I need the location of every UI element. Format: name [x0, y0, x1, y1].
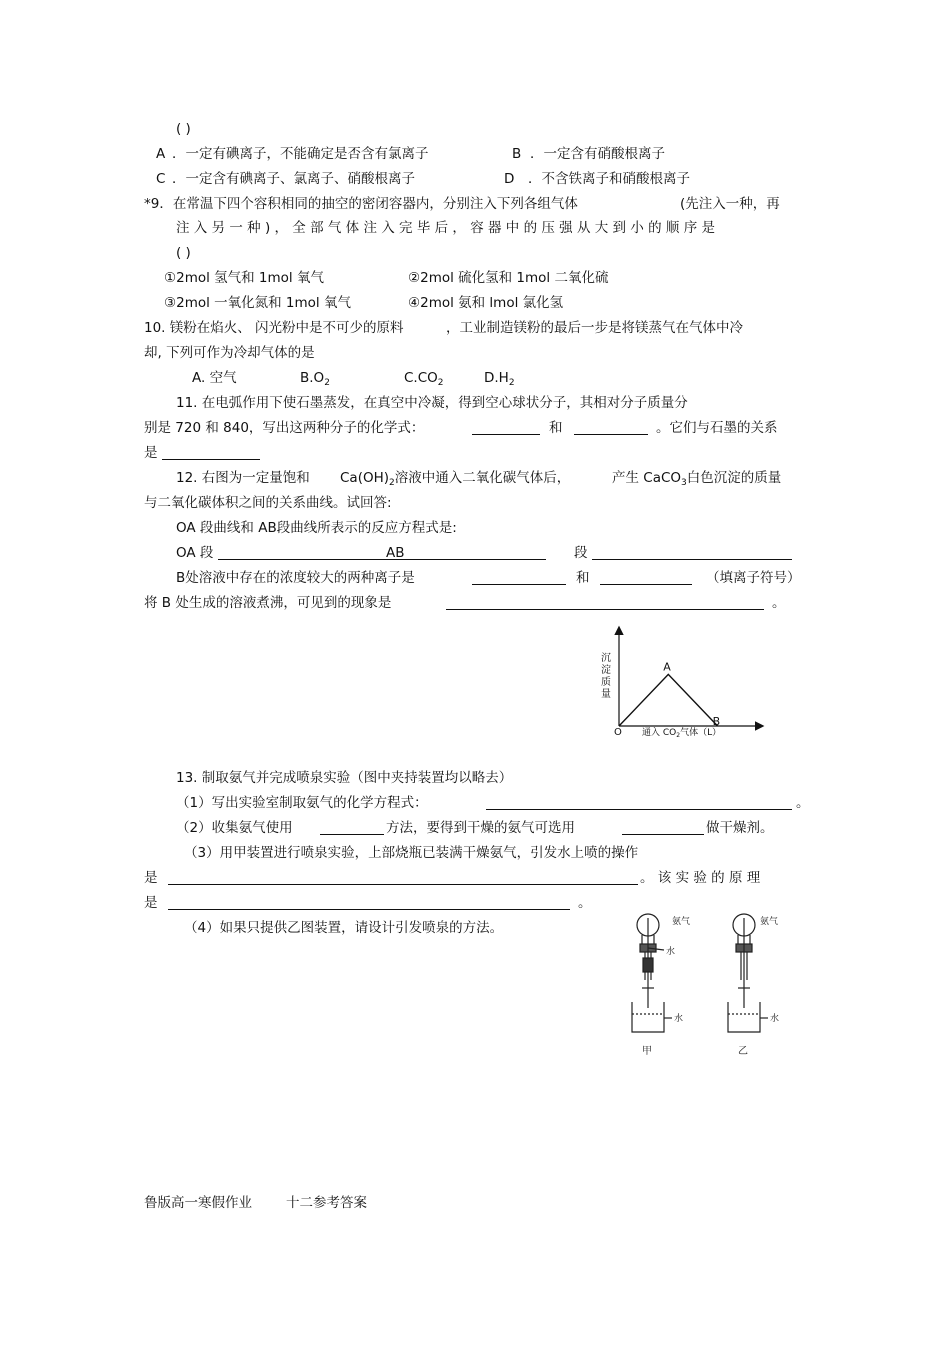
q10-line1-cont: ，工业制造镁粉的最后一步是将镁蒸气在气体中冷: [446, 320, 743, 336]
q12-line5-end: （填离子符号）: [706, 570, 801, 586]
q13-principle-blank[interactable]: [168, 895, 570, 910]
q12-ab-blank[interactable]: [592, 545, 792, 560]
q8-option-c: ．一定含有碘离子、氯离子、硝酸根离子: [172, 171, 415, 187]
jia-water-beaker-label: 水: [674, 1014, 684, 1024]
q12-ion-blank-2[interactable]: [600, 570, 692, 585]
q12-line6-end: 。: [772, 595, 786, 611]
footer-title: 鲁版高一寒假作业: [144, 1195, 252, 1211]
q11-line1: 11. 在电弧作用下使石墨蒸发，在真空中冷凝，得到空心球状分子，其相对分子质量分: [176, 395, 688, 411]
q13-part3-end: 。: [578, 895, 592, 911]
q13-part3-is2: 是: [144, 895, 158, 911]
q11-line2-end: 。它们与石墨的关系: [656, 420, 778, 436]
q9-option-3: ③2mol 一氧化氮和 1mol 氧气: [164, 295, 351, 311]
q12-oa-label: OA 段: [176, 545, 214, 561]
jia-gas-label: 氨气: [672, 917, 691, 927]
q11-blank-2[interactable]: [574, 420, 648, 435]
q13-part2: （2）收集氨气使用: [176, 820, 293, 836]
q10-option-a: A. 空气: [192, 370, 237, 386]
q9-option-1: ①2mol 氢气和 1mol 氧气: [164, 270, 324, 286]
yi-gas-label: 氨气: [760, 917, 779, 927]
q12-line5: B处溶液中存在的浓度较大的两种离子是: [176, 570, 415, 586]
q10-option-b: $B.O_2$: [300, 370, 330, 388]
q13-part3-principle: 。 该 实 验 的 原 理: [640, 870, 761, 886]
yi-water-beaker-label: 水: [770, 1014, 780, 1024]
q13-part1-end: 。: [796, 795, 810, 811]
jia-figure-name: 甲: [642, 1046, 652, 1057]
jia-water-top-label: 水: [666, 947, 676, 957]
q13-drying-agent-blank[interactable]: [622, 820, 704, 835]
q12-ab-label: AB: [386, 545, 405, 561]
point-label-a: A: [663, 660, 671, 674]
q13-operation-blank[interactable]: [168, 870, 638, 885]
q12-line1-end: 产生 CaCO$_3$白色沉淀的质量: [612, 470, 782, 488]
q9-option-4: ④2mol 氨和 lmol 氯化氢: [408, 295, 564, 311]
y-axis-label: 沉淀质量: [598, 652, 610, 700]
q13-method-blank[interactable]: [320, 820, 384, 835]
q13-part2-end: 做干燥剂。: [706, 820, 774, 836]
q11-blank-3[interactable]: [162, 445, 260, 460]
q12-line3: OA 段曲线和 AB段曲线所表示的反应方程式是:: [176, 520, 457, 536]
q9-line1-end: (先注入一种，再: [680, 196, 780, 212]
q11-and: 和: [549, 420, 563, 436]
q10-line2: 却, 下列可作为冷却气体的是: [144, 345, 315, 361]
q11-line2: 别是 720 和 840，写出这两种分子的化学式：: [144, 420, 425, 436]
q13-part3-is: 是: [144, 870, 158, 886]
q11-line3: 是: [144, 445, 158, 461]
q12-oa-blank[interactable]: [218, 545, 546, 560]
q10-line1: 10. 镁粉在焰火、 闪光粉中是不可少的原料: [144, 320, 404, 336]
q13-part1: （1）写出实验室制取氨气的化学方程式：: [176, 795, 428, 811]
apparatus-yi: [728, 914, 768, 1032]
q13-part4: （4）如果只提供乙图装置，请设计引发喷泉的方法。: [184, 920, 504, 936]
q8-option-a: ．一定有碘离子，不能确定是否含有氯离子: [172, 146, 429, 162]
q12-line6: 将 B 处生成的溶液煮沸，可见到的现象是: [144, 595, 392, 611]
yi-figure-name: 乙: [738, 1046, 748, 1057]
q12-line2: 与二氧化碳体积之间的关系曲线。试回答:: [144, 495, 392, 511]
apparatus-jia: [632, 914, 672, 1032]
q12-line1: 12. 右图为一定量饱和: [176, 470, 310, 486]
q8-option-b: ．一定含有硝酸根离子: [530, 146, 665, 162]
q8-option-c-letter: C: [156, 171, 166, 187]
q12-line5-and: 和: [576, 570, 590, 586]
footer-answer-label: 十二参考答案: [286, 1195, 367, 1211]
q9-option-2: ②2mol 硫化氢和 1mol 二氧化硫: [408, 270, 609, 286]
point-label-b: B: [712, 715, 721, 728]
origin-label: O: [614, 727, 622, 738]
q9-line2: 注 入 另 一 种 ) ， 全 部 气 体 注 入 完 毕 后 ， 容 器 中 的 压 强 从 大 到 小 的 顺 序 是: [176, 220, 716, 236]
precipitate-chart: [600, 622, 780, 742]
fountain-apparatus-figure: [620, 908, 800, 1058]
q10-option-d: $D.H_2$: [484, 370, 515, 388]
precipitate-curve: [619, 674, 718, 726]
q13-part3: （3）用甲装置进行喷泉实验，上部烧瓶已装满干燥氨气，引发水上喷的操作: [184, 845, 639, 861]
q8-option-a-letter: A: [156, 146, 166, 162]
q8-option-d: ．不含铁离子和硝酸根离子: [528, 171, 690, 187]
q8-option-d-letter: D: [504, 171, 515, 187]
q9-line1: *9．在常温下四个容积相同的抽空的密闭容器内，分别注入下列各组气体: [144, 196, 578, 212]
q13-part2-mid: 方法，要得到干燥的氨气可选用: [386, 820, 575, 836]
x-axis-label: 通入 $CO_2$气体（L）: [642, 728, 722, 739]
q12-ion-blank-1[interactable]: [472, 570, 566, 585]
q13-equation-blank[interactable]: [486, 795, 792, 810]
q10-option-c: $C.CO_2$: [404, 370, 444, 388]
q13-title: 13. 制取氨气并完成喷泉实验（图中夹持装置均以略去）: [176, 770, 513, 786]
q12-line1-formula: $Ca(OH)_2$溶液中通入二氧化碳气体后，: [340, 470, 571, 488]
q8-option-b-letter: B: [512, 146, 522, 162]
q8-paren: ( ): [176, 121, 191, 137]
q9-paren: ( ): [176, 245, 191, 261]
q12-phenomenon-blank[interactable]: [446, 595, 764, 610]
q12-ab-suffix: 段: [574, 545, 588, 561]
q11-blank-1[interactable]: [472, 420, 540, 435]
